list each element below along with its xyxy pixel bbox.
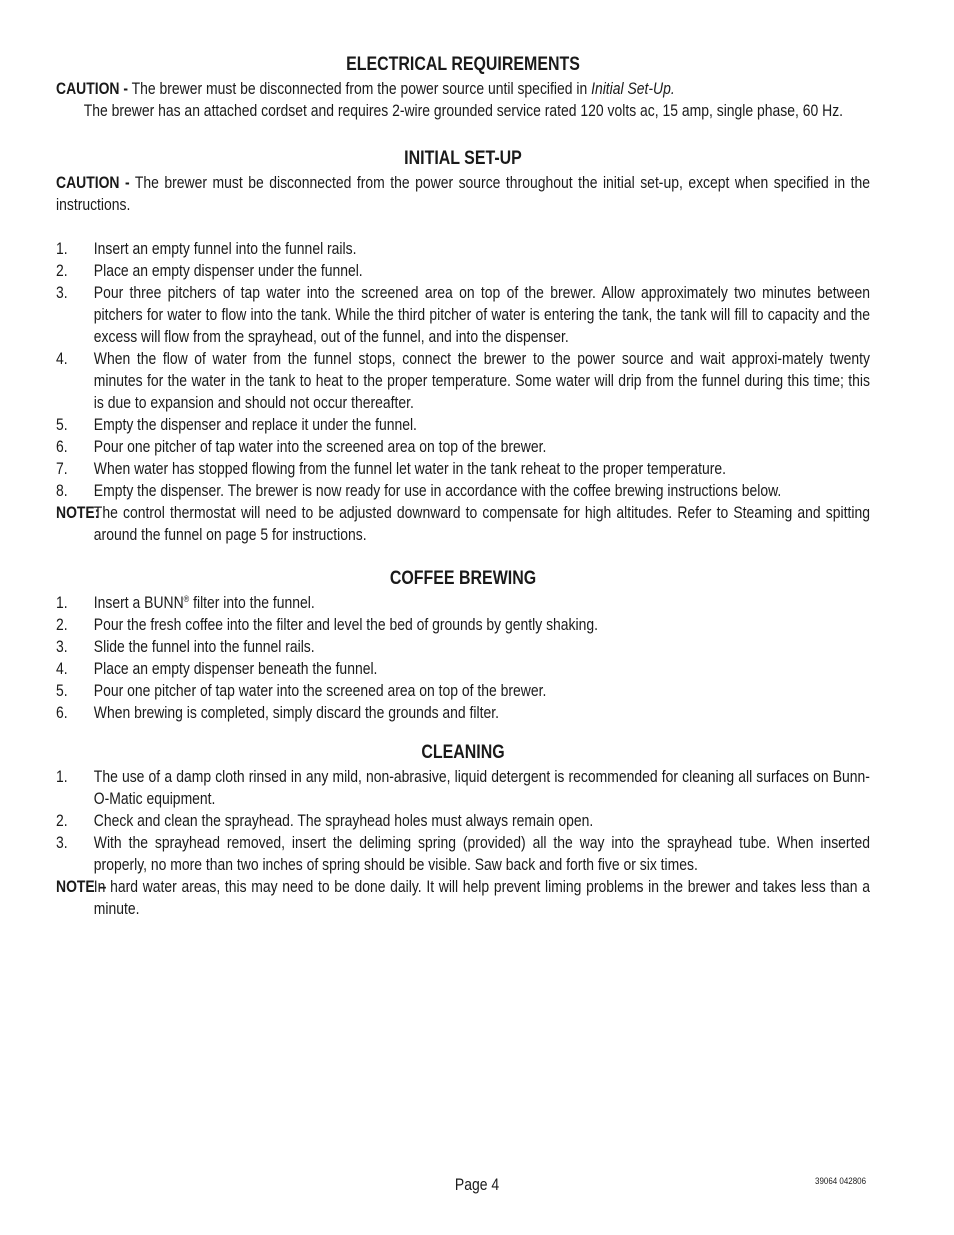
caution-italic: Initial Set-Up. xyxy=(591,79,675,98)
list-item xyxy=(56,348,870,414)
step-number: 4. xyxy=(56,659,68,678)
step-number: 1. xyxy=(56,593,68,612)
list-item xyxy=(56,810,870,832)
step-text xyxy=(94,593,315,612)
step-text-start: Insert a BUNN xyxy=(93,593,184,612)
step-text: When the flow of water from the funnel stops, connect the brewer to the power source and wait approxi-mately twenty minutes for the water in the tank to heat to the proper temperature. Some water will drip from the funnel during this time; this is due to expansion and should not occur thereafter. xyxy=(93,349,870,412)
caution-label: CAUTION - xyxy=(56,79,129,98)
list-item xyxy=(56,592,870,614)
step-number: 3. xyxy=(56,833,68,852)
step-number: 5. xyxy=(56,415,68,434)
step-text-end: filter into the funnel. xyxy=(189,593,315,612)
step-number: 5. xyxy=(56,681,68,700)
step-number: 3. xyxy=(56,637,68,656)
step-text: Empty the dispenser. The brewer is now ready for use in accordance with the coffee brewing instructions below. xyxy=(93,481,782,500)
document-page xyxy=(56,52,870,920)
caution-label: CAUTION - xyxy=(56,173,130,192)
step-number: 1. xyxy=(56,239,68,258)
step-number: 2. xyxy=(56,615,68,634)
step-number: 7. xyxy=(56,459,68,478)
brewing-heading: COFFEE BREWING xyxy=(389,568,537,589)
cleaning-note xyxy=(56,876,870,920)
step-text: Place an empty dispenser beneath the funnel. xyxy=(93,659,378,678)
step-text: Insert an empty funnel into the funnel rails. xyxy=(93,239,357,258)
list-item xyxy=(56,614,870,636)
list-item xyxy=(56,260,870,282)
cleaning-heading: CLEANING xyxy=(421,742,505,763)
step-number: 6. xyxy=(56,437,68,456)
list-item xyxy=(56,238,870,260)
note-text: In hard water areas, this may need to be done daily. It will help prevent liming problems in the brewer and takes less than a minute. xyxy=(93,877,870,918)
step-text: Pour one pitcher of tap water into the screened area on top of the brewer. xyxy=(93,437,547,456)
list-item xyxy=(56,282,870,348)
step-text: When brewing is completed, simply discard the grounds and filter. xyxy=(93,703,500,722)
step-text: Check and clean the sprayhead. The sprayhead holes must always remain open. xyxy=(93,811,594,830)
step-text: Slide the funnel into the funnel rails. xyxy=(93,637,315,656)
list-item xyxy=(56,436,870,458)
caution-text: The brewer must be disconnected from the power source until specified in xyxy=(128,79,592,98)
step-text: The use of a damp cloth rinsed in any mild, non-abrasive, liquid detergent is recommended for cleaning all surfaces on Bunn-O-Matic equipment. xyxy=(93,767,870,808)
step-text: Place an empty dispenser under the funnel. xyxy=(93,261,363,280)
note-label: NOTE – xyxy=(56,877,107,896)
list-item xyxy=(56,766,870,810)
setup-steps xyxy=(56,238,870,502)
step-number: 3. xyxy=(56,283,68,302)
setup-heading: INITIAL SET-UP xyxy=(404,148,522,169)
step-number: 2. xyxy=(56,261,68,280)
setup-note xyxy=(56,502,870,546)
list-item xyxy=(56,658,870,680)
step-text: Pour one pitcher of tap water into the screened area on top of the brewer. xyxy=(93,681,547,700)
step-number: 2. xyxy=(56,811,68,830)
setup-caution xyxy=(56,172,870,216)
step-number: 1. xyxy=(56,767,68,786)
list-item xyxy=(56,458,870,480)
electrical-heading: ELECTRICAL REQUIREMENTS xyxy=(346,54,580,75)
list-item xyxy=(56,702,870,724)
list-item xyxy=(56,480,870,502)
electrical-caution xyxy=(56,78,870,100)
caution-text: The brewer must be disconnected from the power source throughout the initial set-up, except when specified in the instructions. xyxy=(56,173,870,214)
document-code: 39064 042806 xyxy=(815,1176,867,1187)
list-item xyxy=(56,832,870,876)
brewing-steps xyxy=(56,592,870,724)
step-number: 4. xyxy=(56,349,68,368)
registered-mark: ® xyxy=(183,594,190,604)
list-item xyxy=(56,680,870,702)
list-item xyxy=(56,636,870,658)
page-number: Page 4 xyxy=(454,1175,500,1194)
electrical-body: The brewer has an attached cordset and requires 2-wire grounded service rated 120 volts ac, 15 amp, single phase, 60 Hz. xyxy=(83,101,844,120)
cleaning-steps xyxy=(56,766,870,876)
step-text: When water has stopped flowing from the funnel let water in the tank reheat to the proper temperature. xyxy=(93,459,727,478)
list-item xyxy=(56,414,870,436)
step-text: Pour three pitchers of tap water into the screened area on top of the brewer. Allow approximately two minutes between pitchers for water to flow into the tank. While the third pitcher of water is entering the tank, the tank will fill to capacity and the excess will flow from the sprayhead, out of the funnel, and into the dispenser. xyxy=(93,283,870,346)
step-text: With the sprayhead removed, insert the deliming spring (provided) all the way into the sprayhead tube. When inserted properly, no more than two inches of spring should be visible. Saw back and forth five or six times. xyxy=(93,833,870,874)
step-text: Pour the fresh coffee into the filter and level the bed of grounds by gently shaking. xyxy=(93,615,598,634)
note-label: NOTE: xyxy=(56,503,100,522)
step-number: 8. xyxy=(56,481,68,500)
note-text: The control thermostat will need to be adjusted downward to compensate for high altitudes. Refer to Steaming and spitting around the funnel on page 5 for instructions. xyxy=(93,503,870,544)
step-number: 6. xyxy=(56,703,68,722)
step-text: Empty the dispenser and replace it under the funnel. xyxy=(93,415,417,434)
